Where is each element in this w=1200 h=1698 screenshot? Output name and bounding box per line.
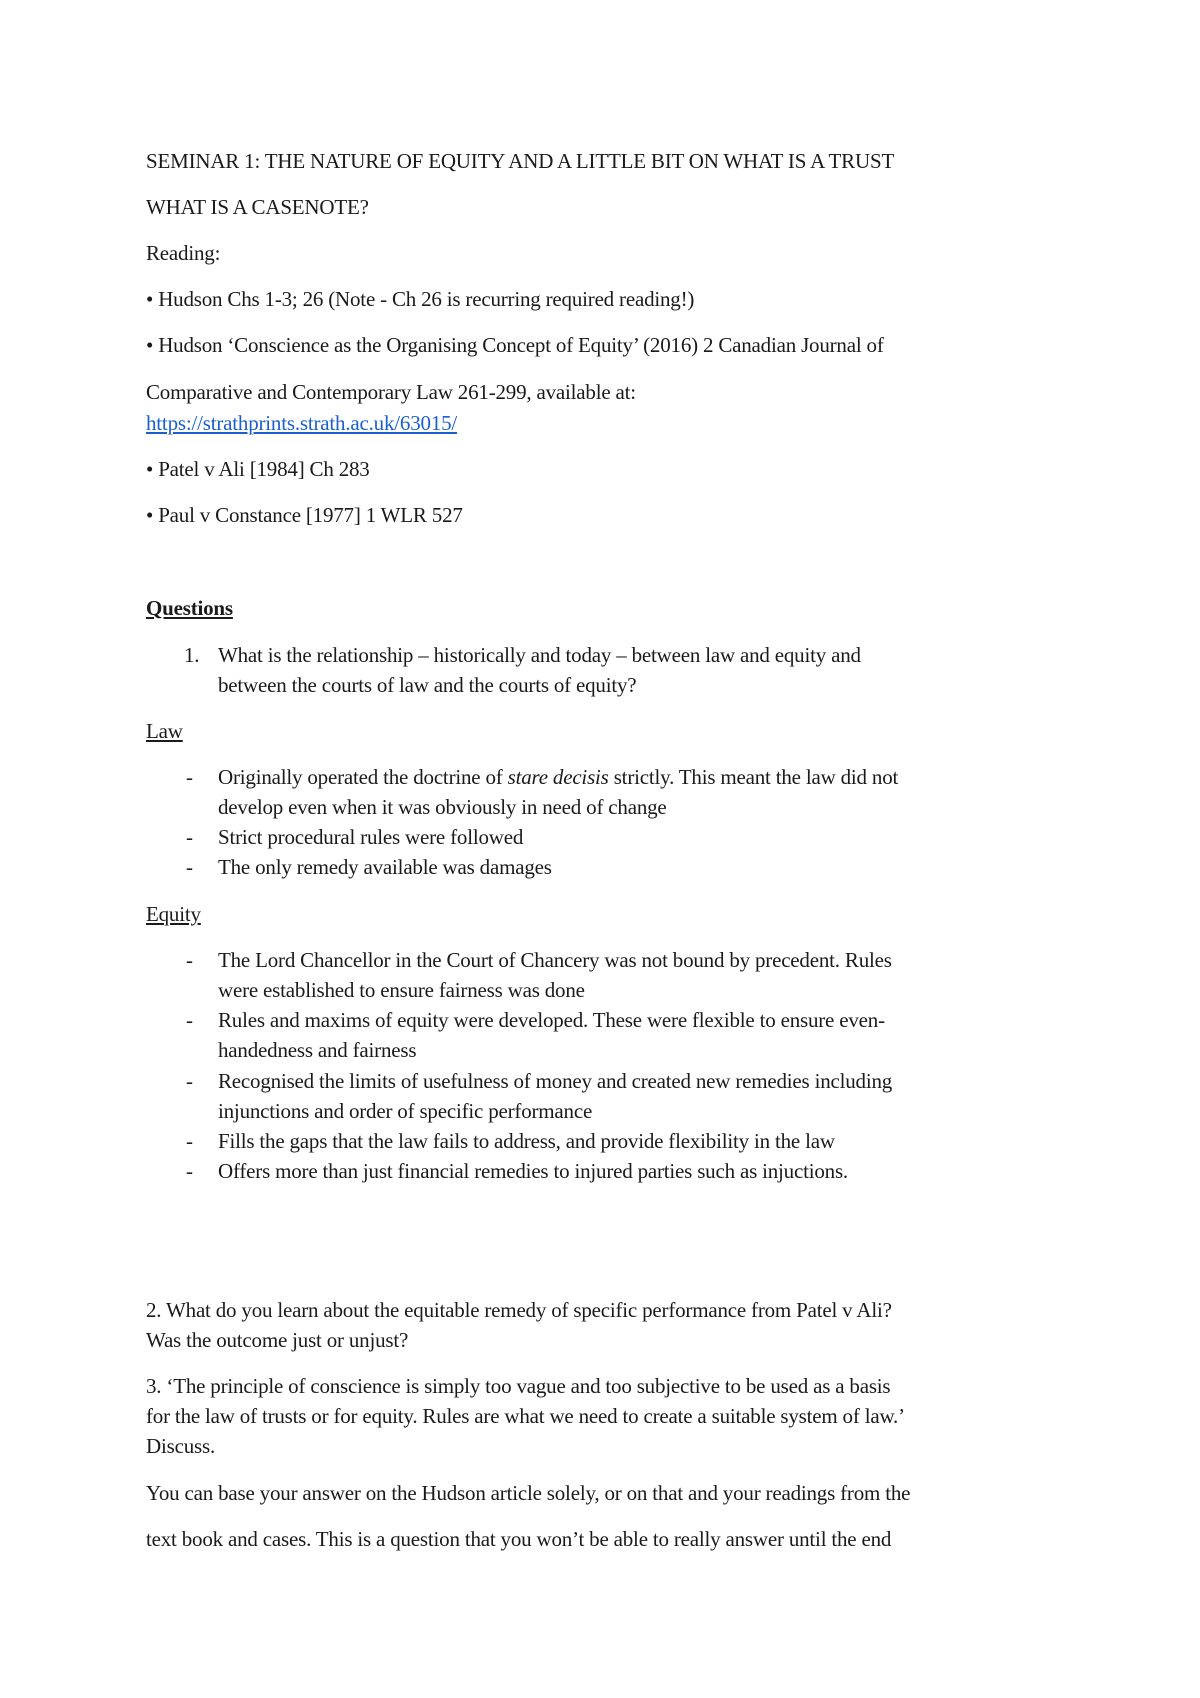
- equity-point-dash: -: [186, 1159, 193, 1183]
- equity-point-2-cont: handedness and fairness: [218, 1038, 417, 1062]
- reading-item-hudson-article-cont: Comparative and Contemporary Law 261-299, available at:: [146, 380, 636, 404]
- equity-point-1: The Lord Chancellor in the Court of Chancery was not bound by precedent. Rules: [218, 948, 892, 972]
- equity-point-dash: -: [186, 948, 193, 972]
- law-point-3: The only remedy available was damages: [218, 855, 552, 879]
- question-1-number: 1.: [184, 643, 200, 667]
- question-3-text: 3. ‘The principle of conscience is simply too vague and too subjective to be used as a basis: [146, 1374, 891, 1398]
- closing-paragraph: You can base your answer on the Hudson article solely, or on that and your readings from the: [146, 1481, 911, 1505]
- equity-point-1-cont: were established to ensure fairness was done: [218, 978, 585, 1002]
- law-point-dash: -: [186, 825, 193, 849]
- equity-heading: Equity: [146, 902, 201, 926]
- question-2-text: 2. What do you learn about the equitable remedy of specific performance from Patel v Ali?: [146, 1298, 892, 1322]
- reading-item-paul-v-constance: • Paul v Constance [1977] 1 WLR 527: [146, 503, 463, 527]
- equity-point-3-cont: injunctions and order of specific performance: [218, 1099, 593, 1123]
- equity-point-dash: -: [186, 1008, 193, 1032]
- reading-label: Reading:: [146, 241, 221, 265]
- reading-item-hudson-article: • Hudson ‘Conscience as the Organising Concept of Equity’ (2016) 2 Canadian Journal of: [146, 333, 884, 357]
- law-point-dash: -: [186, 855, 193, 879]
- law-point-1: Originally operated the doctrine of stare decisis strictly. This meant the law did not: [218, 765, 899, 789]
- question-3-text-cont: for the law of trusts or for equity. Rules are what we need to create a suitable system of law.’: [146, 1404, 905, 1428]
- stare-decisis-term: stare decisis: [507, 765, 609, 789]
- equity-point-2: Rules and maxims of equity were developed. These were flexible to ensure even-: [218, 1008, 885, 1032]
- question-1-text-cont: between the courts of law and the courts of equity?: [218, 673, 637, 697]
- casenote-subtitle: WHAT IS A CASENOTE?: [146, 195, 369, 219]
- equity-point-5: Offers more than just financial remedies to injured parties such as injuctions.: [218, 1159, 848, 1183]
- equity-point-dash: -: [186, 1129, 193, 1153]
- equity-point-4: Fills the gaps that the law fails to address, and provide flexibility in the law: [218, 1129, 835, 1153]
- question-1-text: What is the relationship – historically and today – between law and equity and: [218, 643, 861, 667]
- reading-item-hudson-chapters: • Hudson Chs 1-3; 26 (Note - Ch 26 is recurring required reading!): [146, 287, 695, 311]
- reading-item-patel-v-ali: • Patel v Ali [1984] Ch 283: [146, 457, 370, 481]
- closing-paragraph-cont: text book and cases. This is a question that you won’t be able to really answer until the end: [146, 1527, 892, 1551]
- law-point-dash: -: [186, 765, 193, 789]
- question-2-text-cont: Was the outcome just or unjust?: [146, 1328, 409, 1352]
- law-heading: Law: [146, 719, 183, 743]
- question-3-text-end: Discuss.: [146, 1434, 215, 1458]
- equity-point-3: Recognised the limits of usefulness of money and created new remedies including: [218, 1069, 893, 1093]
- strathprints-link[interactable]: https://strathprints.strath.ac.uk/63015/: [146, 411, 458, 435]
- equity-point-dash: -: [186, 1069, 193, 1093]
- seminar-title: SEMINAR 1: THE NATURE OF EQUITY AND A LITTLE BIT ON WHAT IS A TRUST: [146, 149, 895, 173]
- law-point-1-cont: develop even when it was obviously in need of change: [218, 795, 667, 819]
- law-point-2: Strict procedural rules were followed: [218, 825, 524, 849]
- questions-heading: Questions: [146, 596, 233, 620]
